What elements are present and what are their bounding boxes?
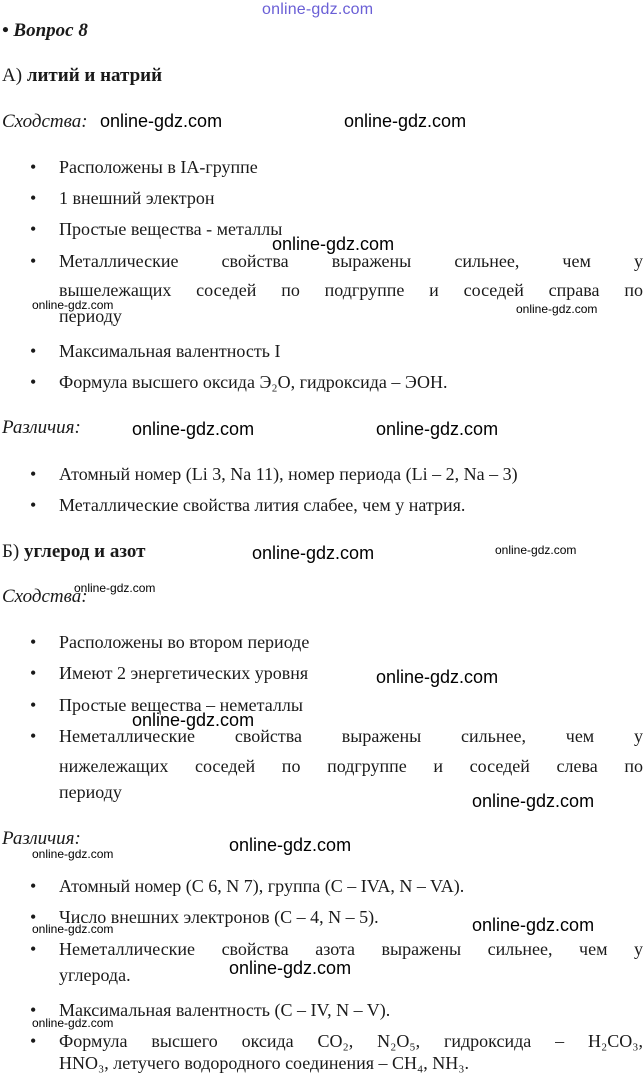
watermark: online-gdz.com — [272, 234, 395, 254]
section-a-differences-label: Различия: — [2, 417, 81, 438]
watermark: online-gdz.com — [32, 1016, 114, 1030]
list-item-continued: периоду — [59, 782, 122, 802]
list-item: Неметаллические свойства выражены сильнее, чем у — [59, 726, 643, 746]
section-a-title: литий и натрий — [26, 65, 163, 86]
bullet: • — [30, 495, 37, 515]
section-a-header — [2, 65, 162, 87]
section-b-differences-label: Различия: — [2, 828, 81, 849]
section-a-similarities-label: Сходства: — [2, 111, 88, 132]
question-title: • Вопрос 8 — [2, 20, 88, 41]
section-b-prefix: Б) — [2, 541, 20, 562]
list-item: Формула высшего оксида Э₂О, гидроксида – ЭОН. — [59, 372, 448, 392]
list-item: Неметаллические свойства азота выражены сильнее, чем у — [59, 939, 643, 959]
list-item-continued: периоду — [59, 306, 122, 326]
watermark: online-gdz.com — [516, 302, 598, 316]
bullet: • — [30, 219, 37, 239]
watermark: online-gdz.com — [472, 791, 595, 811]
list-item: Расположены в IA-группе — [59, 157, 258, 177]
watermark: online-gdz.com — [100, 111, 223, 131]
watermark: online-gdz.com — [229, 835, 352, 855]
list-item: Металлические свойства лития слабее, чем у натрия. — [59, 495, 466, 515]
section-b-header — [2, 541, 145, 563]
list-item-continued: вышележащих соседей по подгруппе и соседей справа по — [59, 280, 643, 300]
list-item: Формула высшего оксида СО₂, N₂O₅, гидроксида – Н₂СО₃, — [59, 1031, 643, 1051]
watermark: online-gdz.com — [376, 419, 499, 439]
section-b-similarities-label: Сходства: — [2, 586, 88, 607]
bullet: • — [30, 1000, 37, 1020]
bullet: • — [30, 876, 37, 896]
bullet: • — [30, 251, 37, 271]
list-item: Имеют 2 энергетических уровня — [59, 663, 309, 683]
bullet: • — [30, 1031, 37, 1051]
section-b-title: углерод и азот — [24, 541, 146, 562]
list-item: Простые вещества - металлы — [59, 219, 283, 239]
list-item: Расположены во втором периоде — [59, 632, 310, 652]
watermark: online-gdz.com — [32, 922, 114, 936]
watermark: online-gdz.com — [495, 543, 577, 557]
list-item: Простые вещества – неметаллы — [59, 695, 303, 715]
bullet: • — [30, 157, 37, 177]
watermark: online-gdz.com — [376, 667, 499, 687]
watermark: online-gdz.com — [74, 581, 156, 595]
list-item: Атомный номер (С 6, N 7), группа (С – IVA, N – VA). — [59, 876, 465, 896]
list-item: Число внешних электронов (С – 4, N – 5). — [59, 907, 379, 927]
list-item: Атомный номер (Li 3, Na 11), номер периода (Li – 2, Na – 3) — [59, 464, 518, 484]
list-item-continued: нижележащих соседей по подгруппе и соседей слева по — [59, 756, 643, 776]
section-a-prefix: А) — [2, 65, 23, 86]
watermark: online-gdz.com — [132, 419, 255, 439]
watermark: online-gdz.com — [32, 847, 114, 861]
watermark: online-gdz.com — [252, 543, 375, 563]
watermark: online-gdz.com — [472, 915, 595, 935]
watermark: online-gdz.com — [344, 111, 467, 131]
bullet: • — [30, 939, 37, 959]
watermark: online-gdz.com — [262, 1, 374, 18]
bullet: • — [30, 632, 37, 652]
bullet: • — [30, 188, 37, 208]
bullet: • — [30, 726, 37, 746]
watermark: online-gdz.com — [32, 298, 114, 312]
list-item: Металлические свойства выражены сильнее, чем у — [59, 251, 643, 271]
watermark: online-gdz.com — [229, 958, 352, 978]
list-item: Максимальная валентность (С – IV, N – V). — [59, 1000, 391, 1020]
bullet: • — [30, 663, 37, 683]
list-item: Максимальная валентность I — [59, 341, 281, 361]
bullet: • — [30, 341, 37, 361]
list-item-continued: HNO₃, летучего водородного соединения – СН₄, NH₃. — [59, 1053, 470, 1073]
list-item-continued: углерода. — [59, 965, 131, 985]
watermark: online-gdz.com — [132, 710, 255, 730]
bullet: • — [30, 695, 37, 715]
bullet: • — [30, 372, 37, 392]
list-item: 1 внешний электрон — [59, 188, 215, 208]
bullet: • — [30, 464, 37, 484]
bullet: • — [30, 907, 37, 927]
